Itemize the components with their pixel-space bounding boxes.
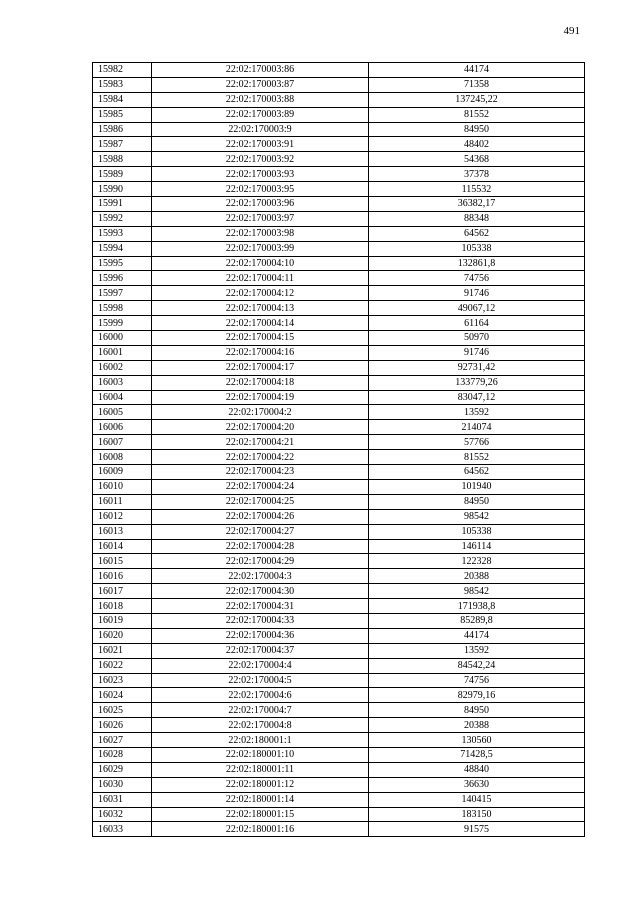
cadastral-number-cell: 22:02:170004:3 (152, 569, 369, 584)
row-number-cell: 16026 (93, 718, 152, 733)
table-row (93, 167, 585, 182)
cadastral-number-cell: 22:02:170004:22 (152, 450, 369, 465)
row-number-cell: 16028 (93, 747, 152, 762)
row-number-cell: 16022 (93, 658, 152, 673)
cadastral-number-cell: 22:02:170004:13 (152, 301, 369, 316)
value-cell: 88348 (369, 211, 585, 226)
row-number-cell: 16016 (93, 569, 152, 584)
value-cell: 83047,12 (369, 390, 585, 405)
cadastral-number-cell: 22:02:170004:4 (152, 658, 369, 673)
row-number-cell: 16004 (93, 390, 152, 405)
table-row (93, 241, 585, 256)
row-number-cell: 15994 (93, 241, 152, 256)
row-number-cell: 16033 (93, 822, 152, 837)
cadastral-number-cell: 22:02:170004:24 (152, 479, 369, 494)
value-cell: 84950 (369, 494, 585, 509)
row-number-cell: 15992 (93, 211, 152, 226)
value-cell: 44174 (369, 628, 585, 643)
cadastral-number-cell: 22:02:170003:88 (152, 92, 369, 107)
value-cell: 84950 (369, 122, 585, 137)
row-number-cell: 15998 (93, 301, 152, 316)
cadastral-number-cell: 22:02:170004:11 (152, 271, 369, 286)
cadastral-number-cell: 22:02:170003:95 (152, 182, 369, 197)
table-row (93, 405, 585, 420)
value-cell: 54368 (369, 152, 585, 167)
table-row (93, 688, 585, 703)
cadastral-number-cell: 22:02:170004:26 (152, 509, 369, 524)
row-number-cell: 16010 (93, 479, 152, 494)
value-cell: 98542 (369, 509, 585, 524)
row-number-cell: 16032 (93, 807, 152, 822)
row-number-cell: 15990 (93, 182, 152, 197)
value-cell: 37378 (369, 167, 585, 182)
row-number-cell: 16001 (93, 345, 152, 360)
value-cell: 84950 (369, 703, 585, 718)
value-cell: 20388 (369, 718, 585, 733)
cadastral-number-cell: 22:02:170004:36 (152, 628, 369, 643)
row-number-cell: 15985 (93, 107, 152, 122)
page-number: 491 (563, 25, 580, 37)
row-number-cell: 15997 (93, 286, 152, 301)
cadastral-number-cell: 22:02:170003:9 (152, 122, 369, 137)
value-cell: 101940 (369, 479, 585, 494)
table-row (93, 316, 585, 331)
cadastral-number-cell: 22:02:170004:7 (152, 703, 369, 718)
row-number-cell: 15995 (93, 256, 152, 271)
table-row (93, 226, 585, 241)
table-row (93, 465, 585, 480)
value-cell: 71358 (369, 77, 585, 92)
cadastral-number-cell: 22:02:170003:99 (152, 241, 369, 256)
row-number-cell: 15989 (93, 167, 152, 182)
table-row (93, 554, 585, 569)
table-row (93, 345, 585, 360)
table-row (93, 256, 585, 271)
row-number-cell: 15991 (93, 197, 152, 212)
table-row (93, 107, 585, 122)
value-cell: 98542 (369, 584, 585, 599)
table-row (93, 569, 585, 584)
table-row (93, 331, 585, 346)
value-cell: 81552 (369, 107, 585, 122)
value-cell: 214074 (369, 420, 585, 435)
value-cell: 36630 (369, 777, 585, 792)
table-row (93, 360, 585, 375)
row-number-cell: 16019 (93, 613, 152, 628)
cadastral-number-cell: 22:02:170004:37 (152, 643, 369, 658)
cadastral-number-cell: 22:02:170004:8 (152, 718, 369, 733)
row-number-cell: 16029 (93, 762, 152, 777)
table-row (93, 777, 585, 792)
cadastral-number-cell: 22:02:170003:97 (152, 211, 369, 226)
value-cell: 146114 (369, 539, 585, 554)
value-cell: 57766 (369, 435, 585, 450)
value-cell: 71428,5 (369, 747, 585, 762)
cadastral-number-cell: 22:02:170004:16 (152, 345, 369, 360)
row-number-cell: 16009 (93, 465, 152, 480)
table-row (93, 152, 585, 167)
value-cell: 36382,17 (369, 197, 585, 212)
table-row (93, 479, 585, 494)
table-row (93, 524, 585, 539)
value-cell: 137245,22 (369, 92, 585, 107)
value-cell: 64562 (369, 226, 585, 241)
table-row (93, 747, 585, 762)
value-cell: 50970 (369, 331, 585, 346)
cadastral-number-cell: 22:02:170004:12 (152, 286, 369, 301)
table-row (93, 509, 585, 524)
value-cell: 84542,24 (369, 658, 585, 673)
table-row (93, 733, 585, 748)
cadastral-number-cell: 22:02:170004:27 (152, 524, 369, 539)
value-cell: 85289,8 (369, 613, 585, 628)
cadastral-number-cell: 22:02:170004:29 (152, 554, 369, 569)
table-row (93, 435, 585, 450)
cadastral-number-cell: 22:02:170004:30 (152, 584, 369, 599)
cadastral-number-cell: 22:02:170003:87 (152, 77, 369, 92)
value-cell: 130560 (369, 733, 585, 748)
row-number-cell: 15983 (93, 77, 152, 92)
cadastral-number-cell: 22:02:170003:92 (152, 152, 369, 167)
cadastral-number-cell: 22:02:180001:1 (152, 733, 369, 748)
value-cell: 44174 (369, 63, 585, 78)
table-row (93, 643, 585, 658)
cadastral-number-cell: 22:02:180001:16 (152, 822, 369, 837)
cadastral-number-cell: 22:02:170003:98 (152, 226, 369, 241)
value-cell: 183150 (369, 807, 585, 822)
cadastral-number-cell: 22:02:170003:96 (152, 197, 369, 212)
value-cell: 20388 (369, 569, 585, 584)
table-row (93, 613, 585, 628)
row-number-cell: 16021 (93, 643, 152, 658)
row-number-cell: 16015 (93, 554, 152, 569)
value-cell: 132861,8 (369, 256, 585, 271)
row-number-cell: 15996 (93, 271, 152, 286)
row-number-cell: 16013 (93, 524, 152, 539)
value-cell: 81552 (369, 450, 585, 465)
cadastral-number-cell: 22:02:170004:20 (152, 420, 369, 435)
table-row (93, 762, 585, 777)
row-number-cell: 16025 (93, 703, 152, 718)
cadastral-number-cell: 22:02:170004:14 (152, 316, 369, 331)
cadastral-number-cell: 22:02:170004:21 (152, 435, 369, 450)
value-cell: 82979,16 (369, 688, 585, 703)
value-cell: 122328 (369, 554, 585, 569)
row-number-cell: 16023 (93, 673, 152, 688)
value-cell: 92731,42 (369, 360, 585, 375)
table-row (93, 122, 585, 137)
row-number-cell: 16018 (93, 599, 152, 614)
table-row (93, 63, 585, 78)
table-row (93, 77, 585, 92)
value-cell: 133779,26 (369, 375, 585, 390)
cadastral-number-cell: 22:02:170004:19 (152, 390, 369, 405)
row-number-cell: 15999 (93, 316, 152, 331)
row-number-cell: 16024 (93, 688, 152, 703)
cadastral-number-cell: 22:02:170004:6 (152, 688, 369, 703)
table-row (93, 450, 585, 465)
table-row (93, 494, 585, 509)
table-row (93, 375, 585, 390)
value-cell: 49067,12 (369, 301, 585, 316)
value-cell: 74756 (369, 271, 585, 286)
value-cell: 91746 (369, 345, 585, 360)
table-row (93, 792, 585, 807)
value-cell: 91746 (369, 286, 585, 301)
row-number-cell: 16020 (93, 628, 152, 643)
table-row (93, 658, 585, 673)
cadastral-number-cell: 22:02:180001:14 (152, 792, 369, 807)
cadastral-number-cell: 22:02:170003:89 (152, 107, 369, 122)
cadastral-number-cell: 22:02:170004:23 (152, 465, 369, 480)
row-number-cell: 16006 (93, 420, 152, 435)
cadastral-number-cell: 22:02:170004:10 (152, 256, 369, 271)
row-number-cell: 16005 (93, 405, 152, 420)
table-row (93, 628, 585, 643)
value-cell: 91575 (369, 822, 585, 837)
cadastral-number-cell: 22:02:170004:15 (152, 331, 369, 346)
table-row (93, 539, 585, 554)
value-cell: 64562 (369, 465, 585, 480)
table-row (93, 271, 585, 286)
table-row (93, 718, 585, 733)
value-cell: 48402 (369, 137, 585, 152)
row-number-cell: 16017 (93, 584, 152, 599)
cadastral-number-cell: 22:02:170003:91 (152, 137, 369, 152)
value-cell: 171938,8 (369, 599, 585, 614)
table-row (93, 673, 585, 688)
value-cell: 48840 (369, 762, 585, 777)
table-row (93, 420, 585, 435)
registry-table-body (93, 63, 585, 837)
cadastral-number-cell: 22:02:170004:2 (152, 405, 369, 420)
registry-table (92, 62, 585, 837)
value-cell: 105338 (369, 524, 585, 539)
value-cell: 13592 (369, 643, 585, 658)
row-number-cell: 16027 (93, 733, 152, 748)
value-cell: 74756 (369, 673, 585, 688)
value-cell: 105338 (369, 241, 585, 256)
table-row (93, 182, 585, 197)
table-row (93, 286, 585, 301)
cadastral-number-cell: 22:02:170004:33 (152, 613, 369, 628)
row-number-cell: 16003 (93, 375, 152, 390)
table-row (93, 301, 585, 316)
cadastral-number-cell: 22:02:180001:11 (152, 762, 369, 777)
row-number-cell: 16012 (93, 509, 152, 524)
row-number-cell: 15984 (93, 92, 152, 107)
row-number-cell: 16030 (93, 777, 152, 792)
table-row (93, 703, 585, 718)
row-number-cell: 16011 (93, 494, 152, 509)
value-cell: 115532 (369, 182, 585, 197)
row-number-cell: 16014 (93, 539, 152, 554)
table-row (93, 92, 585, 107)
row-number-cell: 16002 (93, 360, 152, 375)
row-number-cell: 15993 (93, 226, 152, 241)
cadastral-number-cell: 22:02:170003:93 (152, 167, 369, 182)
row-number-cell: 16008 (93, 450, 152, 465)
table-row (93, 584, 585, 599)
value-cell: 61164 (369, 316, 585, 331)
table-row (93, 390, 585, 405)
cadastral-number-cell: 22:02:170004:31 (152, 599, 369, 614)
table-row (93, 807, 585, 822)
row-number-cell: 15988 (93, 152, 152, 167)
table-row (93, 599, 585, 614)
cadastral-number-cell: 22:02:180001:15 (152, 807, 369, 822)
cadastral-number-cell: 22:02:170004:17 (152, 360, 369, 375)
row-number-cell: 15986 (93, 122, 152, 137)
cadastral-number-cell: 22:02:170004:18 (152, 375, 369, 390)
value-cell: 13592 (369, 405, 585, 420)
row-number-cell: 16031 (93, 792, 152, 807)
table-row (93, 822, 585, 837)
row-number-cell: 16000 (93, 331, 152, 346)
cadastral-number-cell: 22:02:170004:25 (152, 494, 369, 509)
table-row (93, 197, 585, 212)
row-number-cell: 15982 (93, 63, 152, 78)
table-row (93, 137, 585, 152)
value-cell: 140415 (369, 792, 585, 807)
table-row (93, 211, 585, 226)
cadastral-number-cell: 22:02:170004:5 (152, 673, 369, 688)
cadastral-number-cell: 22:02:180001:10 (152, 747, 369, 762)
cadastral-number-cell: 22:02:170004:28 (152, 539, 369, 554)
cadastral-number-cell: 22:02:170003:86 (152, 63, 369, 78)
row-number-cell: 16007 (93, 435, 152, 450)
cadastral-number-cell: 22:02:180001:12 (152, 777, 369, 792)
row-number-cell: 15987 (93, 137, 152, 152)
